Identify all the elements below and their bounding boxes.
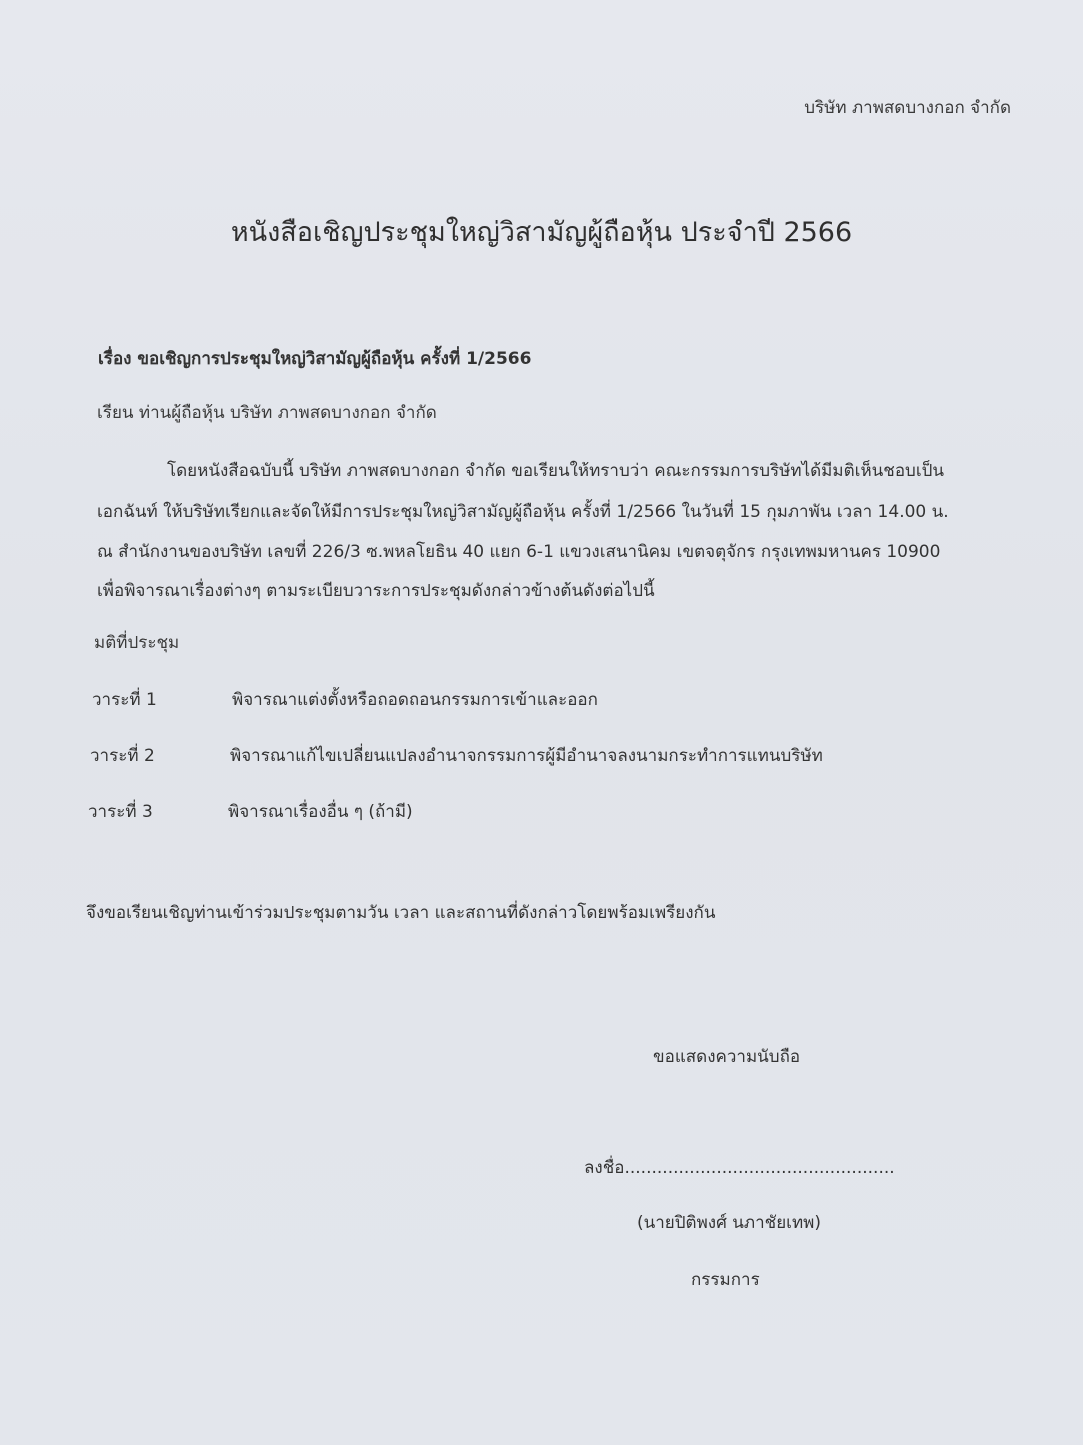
agenda-item: [92, 686, 792, 710]
agenda-item: [88, 798, 788, 822]
agenda-item-label: วาระที่ 2: [90, 746, 155, 766]
body-paragraph-line: เพื่อพิจารณาเรื่องต่างๆ ตามระเบียบวาระการประชุมดังกล่าวข้างต้นดังต่อไปนี้: [97, 581, 655, 601]
agenda-item-text: พิจารณาแต่งตั้งหรือถอดถอนกรรมการเข้าและออก: [232, 690, 598, 710]
signer-title: กรรมการ: [691, 1270, 760, 1290]
body-paragraph-line: โดยหนังสือฉบับนี้ บริษัท ภาพสดบางกอก จำกัด ขอเรียนให้ทราบว่า คณะกรรมการบริษัทได้มีมติเห็นชอบเป็น: [167, 461, 945, 481]
signature-line: ลงชื่อ..................................................: [584, 1158, 895, 1178]
agenda-item-label: วาระที่ 1: [92, 690, 157, 710]
body-paragraph-line: เอกฉันท์ ให้บริษัทเรียกและจัดให้มีการประชุมใหญ่วิสามัญผู้ถือหุ้น ครั้งที่ 1/2566 ในวันที่ 15 กุมภาพัน เวลา 14.00 น.: [97, 502, 949, 522]
agenda-item-text: พิจารณาเรื่องอื่น ๆ (ถ้ามี): [228, 802, 413, 822]
closing-invitation: จึงขอเรียนเชิญท่านเข้าร่วมประชุมตามวัน เวลา และสถานที่ดังกล่าวโดยพร้อมเพรียงกัน: [86, 903, 716, 923]
addressee-line: เรียน ท่านผู้ถือหุ้น บริษัท ภาพสดบางกอก จำกัด: [97, 403, 437, 423]
regards-line: ขอแสดงความนับถือ: [653, 1047, 801, 1067]
agenda-heading: มติที่ประชุม: [94, 633, 180, 653]
agenda-item-label: วาระที่ 3: [88, 802, 153, 822]
body-paragraph-line: ณ สำนักงานของบริษัท เลขที่ 226/3 ซ.พหลโยธิน 40 แยก 6-1 แขวงเสนานิคม เขตจตุจักร กรุงเทพมหานคร 10900: [97, 542, 941, 562]
agenda-item: [90, 742, 890, 766]
signer-name: (นายปิติพงศ์ นภาชัยเทพ): [637, 1213, 822, 1233]
company-name-header: บริษัท ภาพสดบางกอก จำกัด: [804, 98, 1011, 118]
agenda-item-text: พิจารณาแก้ไขเปลี่ยนแปลงอำนาจกรรมการผู้มีอำนาจลงนามกระทำการแทนบริษัท: [230, 746, 823, 766]
subject-line: เรื่อง ขอเชิญการประชุมใหญ่วิสามัญผู้ถือหุ้น ครั้งที่ 1/2566: [98, 349, 532, 369]
document-title: หนังสือเชิญประชุมใหญ่วิสามัญผู้ถือหุ้น ประจำปี 2566: [230, 217, 853, 248]
